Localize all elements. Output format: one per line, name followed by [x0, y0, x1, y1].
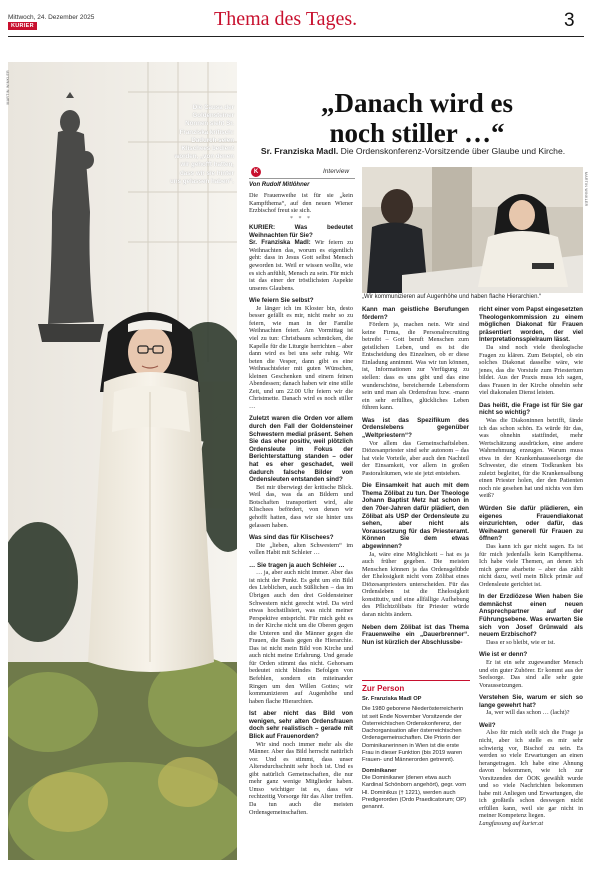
dominikaner-text: Die Dominikaner (denen etwa auch Kardinal Schönborn angehört), gegr. vom Hl. Dominikus († 1221), werden auch Predigerorden (Ordo Praedicatorum; OP) genannt. [362, 774, 467, 811]
answer-text: Wir feiern zu Weihnachten das, worum es eigentlich geht: dass in Jesus Gott selbst Mensch geworden ist. Weil er wissen wollte, wie es sich anfühlt, Mensch zu sein. Für mich ist das einer der tröstlichsten Aspekte unseres Glaubens. [249, 239, 353, 292]
interview-photo [362, 167, 583, 293]
answer: Dass er so bleibt, wie er ist. [486, 638, 556, 646]
question: Was ist das Spezifikum des Ordenslebens gegenüber „Weltpriestern“? [362, 416, 469, 439]
answer: Ja, wer will das schon … (lacht)? [486, 709, 570, 717]
headline [262, 88, 572, 148]
intro: Die Frauenweihe ist für sie „kein Kampfthema“, auf den neuen Wiener Erzbischof freut sie sich. [249, 192, 353, 215]
answer: Je länger ich im Kloster bin, desto besser gefällt es mir, nicht mehr so zu feiern, wie man in der Familie Weihnachten feiert. Am Vormittag ist viel zu tun: Christbaum schmücken, die Kapelle für die Liturgie herrichten – aber dann wird es bei uns sehr ruhig. Wir beten die Vesper, dann gibt es eine Weihnachtsfeier mit guten Wünschen, kleinen Geschenken und einem feinen Abendessen; danach haben wir eine stille Zeit, und um 22.00 Uhr feiern wir die Christmette. Danach wird es noch stiller … [249, 304, 353, 410]
text-column-2 [362, 306, 469, 646]
question: Neben dem Zölibat ist das Thema Frauenweihe ein „Dauerbrenner“. Nun ist kürzlich der Abschlussbe- [362, 623, 469, 646]
question: Das heißt, die Frage ist für Sie gar nicht so wichtig? [479, 401, 583, 417]
deck-text: Die Ordenskonferenz-Vorsitzende über Glaube und Kirche. [338, 146, 566, 156]
answer: Was die Diakoninnen betrifft, fände ich das schon schön. Es würde für das, was ohnehin stattfindet, mehr Wertschätzung ausdrücken, eine andere Wahrnehmung erzeugen. Warum muss etwa in der Krankenhausseelsorge die Schwester, die einem Todkranken bis zuletzt begleitet, für die Krankensalbung einen Priester holen, der den Patienten noch nie gesehen hat und nichts von ihm weiß? [479, 416, 583, 500]
headline-line-2: noch stiller …“ [329, 118, 505, 148]
question: … Sie tragen ja auch Schleier … [249, 561, 345, 569]
interview-badge [249, 166, 355, 179]
byline: Von Rudolf Mitlöhner [249, 182, 310, 188]
person-bio: Die 1980 geborene Niederösterreicherin ist seit Ende November Vorsitzende der Österreichischen Ordenskonferenz, der Dachorganisation aller österreichischen Ordensgemeinschaften. Die Priorin der Dominikanerinnen in Wien ist die erste Frau in dieser Funktion (bis 2019 waren Frauen- und Männerorden getrennt). [362, 706, 464, 764]
answer: Fördern ja, machen nein. Wir sind keine Firma, die Personalrecruiting betreibt – Gott beruft Menschen zum geistlichen Leben, und es ist die Entscheidung des Einzelnen, ob er diese Einladung annimmt. Was wir tun können, ist, Informationen zur Verfügung zu stellen: dass es uns gibt und das eine wunderschöne, bereichernde Lebensform sein und man als Ordensfrau bzw. -mann ein sehr erfülltes, glückliches Leben führen kann. [362, 321, 469, 412]
question: Wie ist er denn? [479, 651, 528, 659]
text-column-1 [249, 192, 353, 816]
person-name: Sr. Franziska Madl OP [362, 696, 422, 702]
page-number: 3 [564, 10, 575, 31]
badge-label: Interview [323, 168, 350, 175]
question: Zuletzt waren die Orden vor allem durch den Fall der Goldensteiner Schwestern medial präsent. Sehen Sie das eher positiv, weil plötzlich Ordensleute im Fokus der Berichterstattung standen – oder hat es eher geschadet, weil dadurch falsche Bilder von Ordensleuten entstanden sind? [249, 415, 353, 484]
dominikaner-heading: Dominikaner [362, 767, 397, 774]
deck [248, 146, 578, 156]
question: KURIER: Was bedeutet Weihnachten für Sie? [249, 224, 353, 239]
question: richt einer vom Papst eingesetzten Theologenkommission zu einem möglichen Diakonat für Frauen präsentiert worden, der viel Interpretationsspielraum lässt. [479, 306, 583, 344]
kurier-logo: KURIER [8, 22, 37, 30]
headline-line-1: „Danach wird es [320, 88, 513, 118]
deck-name: Sr. Franziska Madl. [260, 146, 339, 156]
interview-scene-illustration [362, 167, 583, 293]
issue-date: Mittwoch, 24. Dezember 2025 [8, 14, 95, 21]
answer [249, 239, 353, 292]
answer: Also für mich stellt sich die Frage ja nicht, aber ich stelle es mir sehr schwierig vor, Bischof zu sein. Es werden so viele Erwartungen an einen herangetragen. Ich habe eine Ahnung davon bekommen, wie ich zur Vorsitzenden der ÖOK gewählt wurde und so viele Nachrichten bekommen habe mit Anliegen und Erwartungen, die ich großteils schon deswegen nicht erfüllen kann, weil sie gar nicht in meiner Kompetenz liegen. [479, 729, 583, 820]
text-column-3 [479, 306, 583, 828]
header-rule [8, 36, 584, 37]
answer-speaker: Sr. Franziska Madl: [249, 239, 311, 247]
question: Wie feiern Sie selbst? [249, 297, 314, 305]
kurier-k-icon: K [251, 167, 261, 177]
answer: Bei mir überwiegt der kritische Blick. Weil das, was da an Bildern und Botschaften transportiert wird, alte Klischees befördert, von denen wir gehofft hatten, dass wir sie hinter uns gelassen haben. [249, 483, 353, 529]
question: Die Einsamkeit hat auch mit dem Thema Zölibat zu tun. Der Theologe Johann Baptist Metz hat schon in den 70er-Jahren dafür plädiert, den Zölibat als USP der Ordensleute zu sehen, aber nicht als Voraussetzung für das Priesteramt. Können Sie dem etwas abgewinnen? [362, 482, 469, 551]
question: Weil? [479, 721, 496, 729]
answer: … ja, aber auch nicht immer. Aber das ist nicht der Punkt. Es geht um ein Bild des Lieblichen, auch Süßlichen – das im Übrigen auch den drei Goldensteiner Schwestern nicht gerecht wird. Da wird etwas hochstilisiert, was nicht meiner Perspektive entspricht. Für mich geht es in der Kirche nicht um die Oberen gegen die Unteren und die Männer gegen die Frauen, die Basis gegen die Hierarchie. Das ist nicht mein Bild von Kirche und auch nicht meine Erfahrung. Und gerade für Orden stimmt das nicht. Gehorsam bedeutet nicht blindes Befolgen von Befehlen, sondern ein miteinander Ringen um den Willen Gottes; wir kommunizieren auf Augenhöhe und haben flache Hierarchien. [249, 569, 353, 705]
answer: Die „lieben, alten Schwestern“ im vollen Habit mit Schleier … [249, 541, 353, 557]
separator: * * * [290, 215, 312, 222]
answer: Da sind noch viele theologische Fragen zu klären. Zum Beispiel, ob ein solches Diakonat dasselbe wäre, wie jenes, das die Vorstufe zum Priestertum bildet. Aus der Praxis muss ich sagen, dass Frauen in der Kirche ohnehin sehr viel diakonalen Dienst leisten. [479, 343, 583, 397]
question: In der Erzdiözese Wien haben Sie demnächst einen neuen Ansprechpartner auf der Führungsebene. Was erwarten Sie sich von Josef Grünwald als neuem Erzbischof? [479, 593, 583, 639]
zur-person-title: Zur Person [362, 680, 470, 693]
question: Was sind das für Klischees? [249, 534, 334, 542]
question: Verstehen Sie, warum er sich so lange gewehrt hat? [479, 694, 583, 709]
answer: Wir sind noch immer mehr als die Männer. Aber das Bild herrscht natürlich vor. Und es stimmt, dass unser Altersdurchschnitt sehr hoch ist. Und es gibt natürlich Gemeinschaften, die nur mehr ganz wenige Mitglieder haben. Umso wichtiger ist es, dass wir rechtzeitig Vorsorge für das Alter treffen. Da tun auch die meisten Ordensgemeinschaften. [249, 740, 353, 816]
answer: Vor allem das Gemeinschaftsleben. Diözesanpriester sind sehr autonom – das hat viele Vorteile, aber auch den Nachteil der Einsamkeit, vor allem in großen Pastoralräumen, wie sie jetzt entstehen. [362, 439, 469, 477]
zur-person-box [362, 696, 470, 814]
photo-credit: MARTIN WINKLER [6, 70, 10, 105]
inset-credit: MARTIN WINKLER [584, 172, 588, 207]
question: Würden Sie dafür plädieren, ein eigenes Frauendiakonat einzurichten, oder dafür, das Weiheamt generell für Frauen zu öffnen? [479, 505, 583, 543]
question: Ist aber nicht das Bild von wenigen, sehr alten Ordensfrauen doch sehr realistisch – gerade mit Blick auf Frauenorden? [249, 710, 353, 740]
answer: Das kann ich gar nicht sagen. Es ist für mich jedenfalls kein Kampfthema. Ich habe viele Themen, an denen ich mich gerne abarbeite – aber das zählt nicht dazu, weil mein Blick primär auf Ordensleute gerichtet ist. [479, 542, 583, 588]
photo-caption: Die Causa der Goldensteiner Nonnen sieht Sr. Franziska kritisch: Dadurch seien Klischees bedient worden, „von denen wir gehofft hatten, dass wir sie hinter uns gelassen haben“. [170, 104, 234, 185]
answer: Ja, wäre eine Möglichkeit – hat es ja auch früher gegeben. Die meisten Menschen können ja das Ordensgelübde der Ehelosigkeit nicht vom Zölibat eines Diözesanpriesters unterscheiden. Für das Ordensleben ist die Ehelosigkeit konstitutiv, und eine allfällige Aufhebung des Pflichtzölibats für Priester würde daran nichts ändern. [362, 550, 469, 618]
signoff: Langfassung auf kurier.at [479, 820, 544, 828]
answer: Er ist ein sehr zugewandter Mensch und ein guter Zuhörer. Er kommt aus der Seelsorge. Das sind alle sehr gute Voraussetzungen. [479, 658, 583, 689]
question: Kann man geistliche Berufungen fördern? [362, 306, 469, 321]
section-title: Thema des Tages. [214, 8, 358, 30]
inset-caption: „Wir kommunizieren auf Augenhöhe und haben flache Hierarchien.“ [362, 294, 542, 300]
